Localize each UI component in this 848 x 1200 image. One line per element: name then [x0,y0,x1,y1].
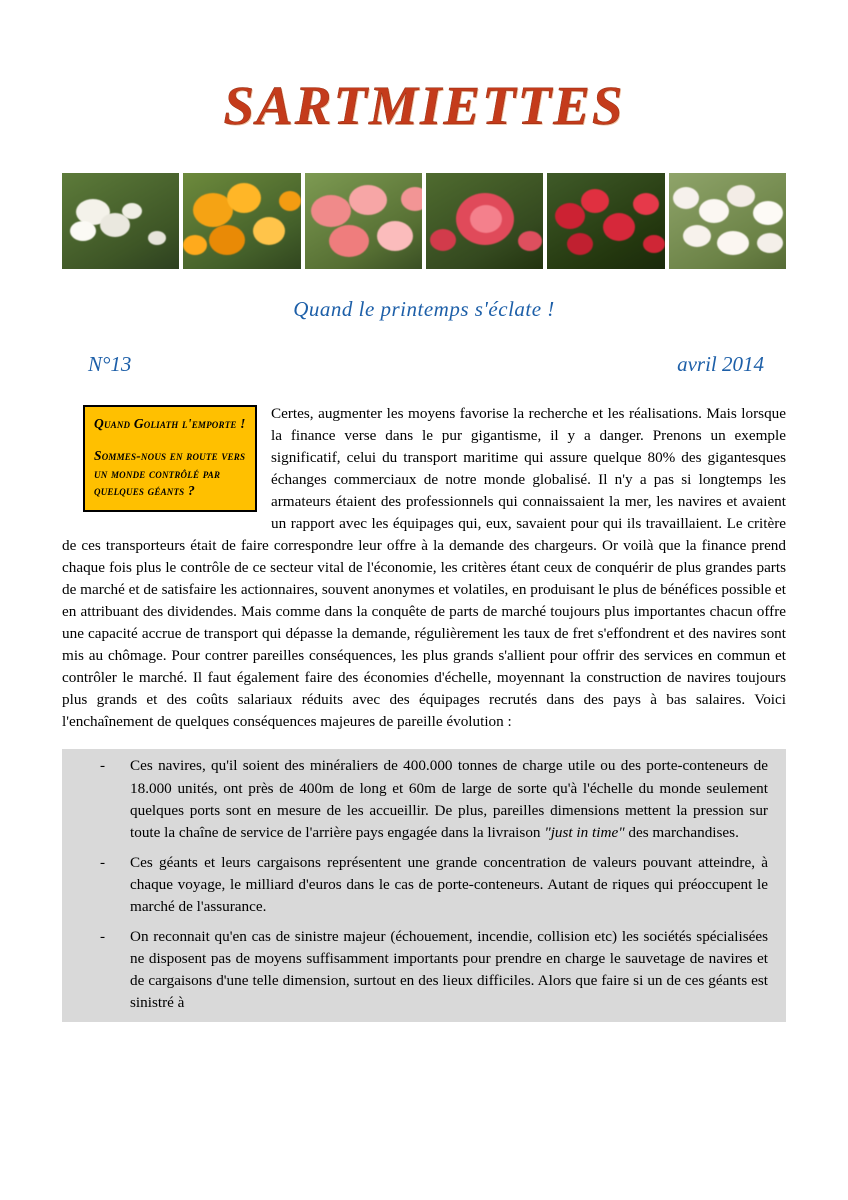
bullet-text: On reconnait qu'en cas de sinistre majeur (échouement, incendie, collision etc) les sociétés spécialisées ne disposent pas de moyens suffisamment importants pour prendre en charge le sauvetage de navires et de cargaisons d'une telle dimension, surtout en des lieux difficiles. Alors que faire si un de ces géants est sinistré à [130,927,768,1011]
issue-line [62,352,786,377]
bullet-list [62,749,786,1021]
photo-red-rhododendron [547,173,664,269]
bullet-marker: - [100,757,106,775]
photo-blooms [669,173,786,269]
photo-pink-flowers [305,173,422,269]
callout-heading: Quand Goliath l'emporte ! [94,416,246,431]
photo-red-camellia [426,173,543,269]
article-body [62,403,786,1022]
issue-number: N°13 [88,352,132,376]
photo-blooms [305,173,422,269]
bullet-text: Ces géants et leurs cargaisons représentent une grande concentration de valeurs pouvant atteindre, à chaque voyage, le milliard d'euros dans le cas de porte-conteneurs. Autant de riques qui préoccupent le marché de l'assurance. [130,853,768,915]
photo-blooms [547,173,664,269]
article-paragraph: Certes, augmenter les moyens favorise la recherche et les réalisations. Mais lorsque la finance verse dans le pur gigantisme, il y a danger. Prenons un exemple significatif, celui du transport maritime qui assure quelque 80% des gigantesques échanges commerciaux de notre monde globalisé. Il n'y a pas si longtemps les armateurs étaient des professionnels qui connaissaient la mer, les navires et avaient un rapport avec les équipages qui, eux, savaient pour qui ils travaillaient. Le critère de ces transporteurs était de faire correspondre leur offre à la demande des chargeurs. Or voilà que la finance prend chaque fois plus le contrôle de ce secteur vital de l'économie, les critères étant ceux de conquérir de plus grandes parts de marché et de satisfaire les actionnaires, souvent anonymes et volatiles, en produisant le plus de bénéfices possible et en attribuant des dividendes. Mais comme dans la conquête de parts de marché toujours plus importantes chacun offre une capacité accrue de transport qui dépasse la demande, régulièrement les taux de fret s'effondrent et des navires sont mis au chômage. Pour contrer pareilles conséquences, les plus grands s'allient pour offrir des services en commun et contrôler le marché. Il faut également faire des économies d'échelle, moyennant la construction de navires toujours plus grands et des coûts salariaux réduits avec des équipages recrutés dans des pays à bas salaires. Voici l'enchaînement de quelques conséquences majeures de pareille évolution : [62,405,786,731]
bullet-emphasis: "just in time" [544,823,625,841]
list-item [64,850,784,924]
photo-blooms [183,173,300,269]
callout-question: Sommes-nous en route vers un monde contrôlé par quelques géants ? [94,447,246,499]
bullet-marker: - [100,927,106,945]
subtitle: Quand le printemps s'éclate ! [293,297,555,321]
list-item [64,753,784,849]
bullet-text: Ces navires, qu'il soient des minéraliers de 400.000 tonnes de charge utile ou des porte-conteneurs de 18.000 unités, ont près de 400m de long et 60m de large de sorte qu'à l'échelle du monde seulement quelques ports sont en mesure de les accueillir. De plus, pareilles dimensions mettent la pression sur toute la chaîne de service de l'arrière pays engagée dans la livraison "just in time" des marchandises. [130,757,768,841]
list-item [64,924,784,1020]
photo-white-rhododendron [62,173,179,269]
photo-orange-azalea [183,173,300,269]
photo-blooms [62,173,179,269]
bullet-marker: - [100,853,106,871]
issue-date: avril 2014 [677,352,764,376]
masthead [62,0,786,136]
page-title: SARTMIETTES [223,75,625,136]
photo-strip [62,173,786,269]
callout-box [83,405,257,512]
photo-white-blossom-shrub [669,173,786,269]
photo-blooms [426,173,543,269]
